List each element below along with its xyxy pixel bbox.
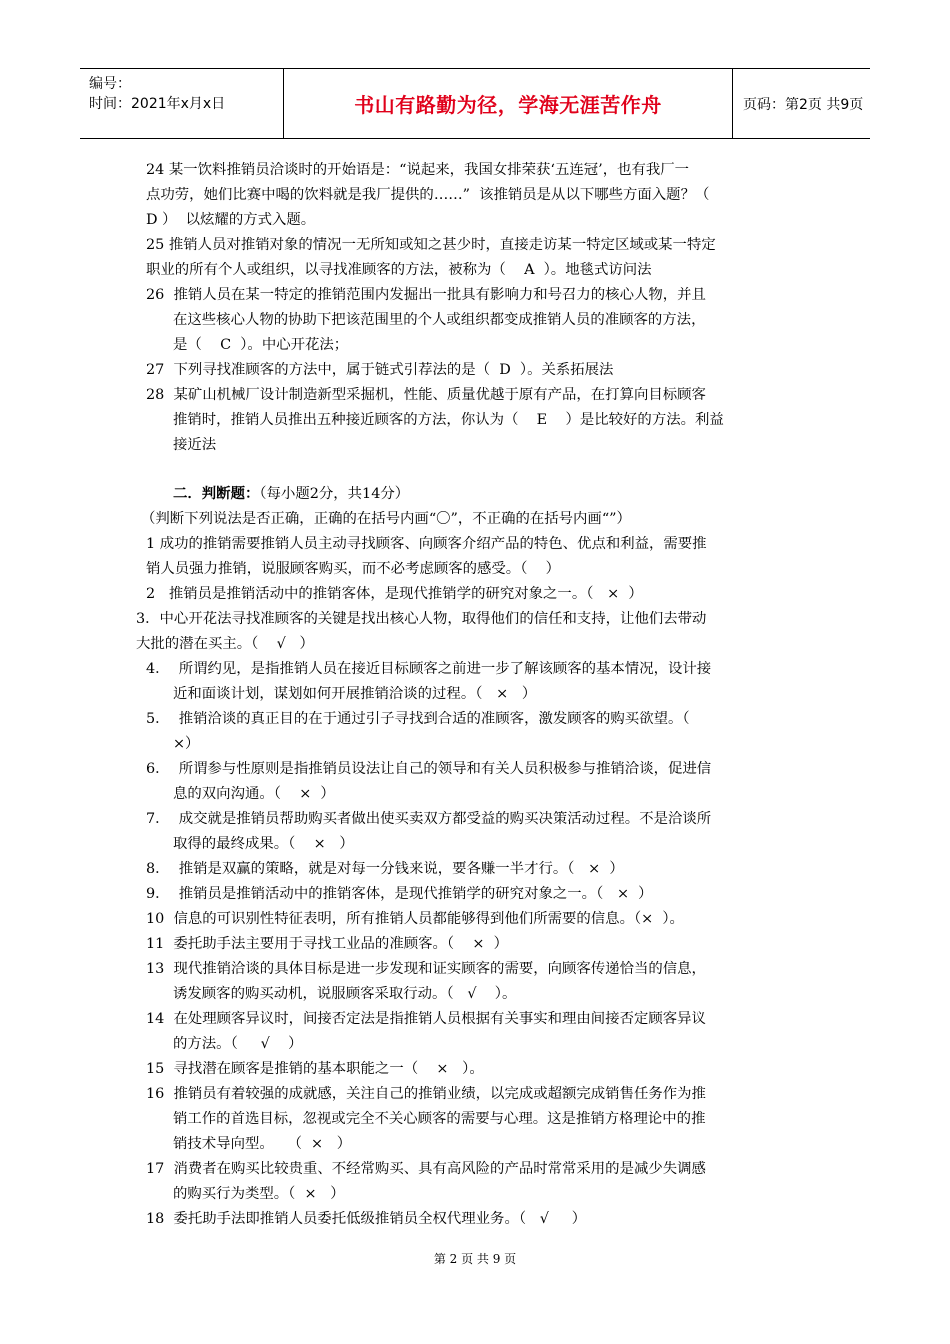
text-line: 销技术导向型。 （ × ） [173, 1136, 352, 1152]
text-line: 的方法。（ √ ） [173, 1036, 303, 1052]
text-line: 7． 成交就是推销员帮助购买者做出使买卖双方都受益的购买决策活动过程。不是洽谈所 [146, 811, 712, 827]
page-header [80, 68, 870, 139]
text-line: 25 推销人员对推销对象的情况一无所知或知之甚少时，直接走访某一特定区域或某一特定 [146, 237, 716, 253]
text-line: 是（ C ）。中心开花法； [173, 337, 349, 353]
motto: 书山有路勤为径，学海无涯苦作舟 [354, 93, 662, 117]
text-line: 近和面谈计划，谋划如何开展推销洽谈的过程。（ × ） [173, 686, 537, 702]
text-line: 6． 所谓参与性原则是指推销员设法让自己的领导和有关人员积极参与推销洽谈，促进信 [146, 761, 712, 777]
text-line: 4． 所谓约见，是指推销人员在接近目标顾客之前进一步了解该顾客的基本情况，设计接 [146, 661, 712, 677]
text-line: 在这些核心人物的协助下把该范围里的个人或组织都变成推销人员的准顾客的方法， [173, 312, 706, 328]
text-line: 26 推销人员在某一特定的推销范围内发掘出一批具有影响力和号召力的核心人物，并且 [146, 287, 706, 303]
text-line: 16 推销员有着较强的成就感，关注自己的推销业绩，以完成或超额完成销售任务作为推 [146, 1086, 706, 1102]
code-label: 编号： [89, 76, 131, 92]
text-line: 28 某矿山机械厂设计制造新型采掘机，性能、质量优越于原有产品，在打算向目标顾客 [146, 387, 706, 403]
header-motto-cell [283, 69, 733, 138]
text-line: 5． 推销洽谈的真正目的在于通过引子寻找到合适的准顾客，激发顾客的购买欲望。（ [146, 711, 690, 727]
section-heading: 二．判断题： [173, 485, 260, 502]
text-line: 诱发顾客的购买动机，说服顾客采取行动。（ √ ）。 [173, 986, 517, 1002]
text-line: 8． 推销是双赢的策略，就是对每一分钱来说，要各赚一半才行。（ × ） [146, 861, 624, 877]
text-line: 推销时，推销人员推出五种接近顾客的方法，你认为（ E ）是比较好的方法。利益 [173, 412, 724, 428]
text-line: 销人员强力推销，说服顾客购买，而不必考虑顾客的感受。（ ） [146, 561, 561, 577]
text-line: 18 委托助手法即推销人员委托低级推销员全权代理业务。（ √ ） [146, 1211, 587, 1227]
text-line: 取得的最终成果。（ × ） [173, 836, 354, 852]
text-line: ×） [173, 736, 200, 752]
text-line: 10 信息的可识别性特征表明，所有推销人员都能够得到他们所需要的信息。（× ）。 [146, 911, 684, 927]
text-line: 职业的所有个人或组织，以寻找准顾客的方法，被称为（ A ）。地毯式访问法 [146, 262, 652, 278]
text-line: 2 推销员是推销活动中的推销客体，是现代推销学的研究对象之一。（ × ） [146, 586, 643, 602]
text-line: 3．中心开花法寻找准顾客的关键是找出核心人物，取得他们的信任和支持，让他们去带动 [136, 611, 707, 627]
text-line: D ） 以炫耀的方式入题。 [146, 212, 316, 228]
header-meta [80, 69, 283, 138]
text-line: 大批的潜在买主。（ √ ） [136, 636, 314, 652]
text-line: 的购买行为类型。（ × ） [173, 1186, 345, 1202]
page-info: 页码：第2页 共9页 [743, 96, 864, 113]
text-line: 13 现代推销洽谈的具体目标是进一步发现和证实顾客的需要，向顾客传递恰当的信息， [146, 961, 706, 977]
text-line: 24 某一饮料推销员洽谈时的开始语是：“说起来，我国女排荣获‘五连冠’，也有我厂一 [146, 162, 690, 178]
page-footer: 第 2 页 共 9 页 [433, 1252, 517, 1266]
text-line: 接近法 [173, 437, 217, 453]
section-note: （每小题2分，共14分） [259, 486, 410, 502]
text-line: 17 消费者在购买比较贵重、不经常购买、具有高风险的产品时常常采用的是减少失调感 [146, 1161, 706, 1177]
text-line: 销工作的首选目标，忽视或完全不关心顾客的需要与心理。这是推销方格理论中的推 [173, 1111, 706, 1127]
text-line: 27 下列寻找准顾客的方法中，属于链式引荐法的是（ D ）。关系拓展法 [146, 362, 614, 378]
text-line: 1 成功的推销需要推销人员主动寻找顾客、向顾客介绍产品的特色、优点和利益，需要推 [146, 536, 707, 552]
text-line: 息的双向沟通。（ × ） [173, 786, 335, 802]
text-line: 点功劳，她们比赛中喝的饮料就是我厂提供的……” 该推销员是从以下哪些方面入题？（ [146, 187, 710, 203]
text-line: 9． 推销员是推销活动中的推销客体，是现代推销学的研究对象之一。（ × ） [146, 886, 653, 902]
section-line [173, 484, 409, 504]
text-line: （判断下列说法是否正确，正确的在括号内画“〇”，不正确的在括号内画“”） [141, 511, 631, 527]
text-line: 15 寻找潜在顾客是推销的基本职能之一（ × ）。 [146, 1061, 484, 1077]
text-line: 11 委托助手法主要用于寻找工业品的准顾客。（ × ） [146, 936, 508, 952]
date-line: 时间：2021年x月x日 [89, 96, 226, 112]
text-line: 14 在处理顾客异议时，间接否定法是指推销人员根据有关事实和理由间接否定顾客异议 [146, 1011, 706, 1027]
